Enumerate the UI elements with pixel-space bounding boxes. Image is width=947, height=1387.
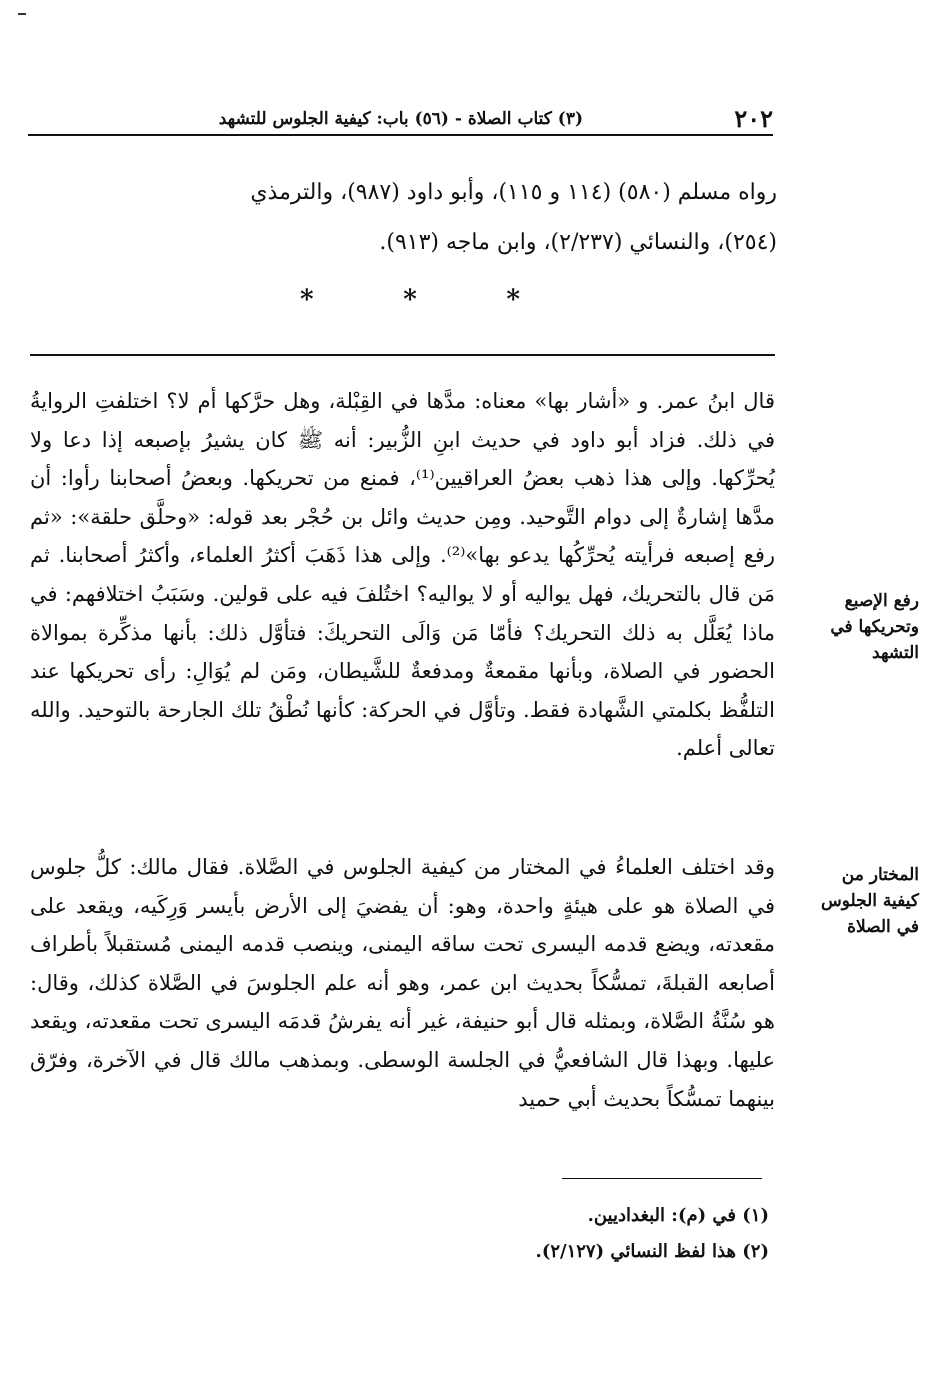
paragraph-text: وقد اختلف العلماءُ في المختار من كيفية الجلوس في الصَّلاة. فقال مالك: كلُّ جلوس في الصلاة هو على هيئةٍ واحدة، وهو: أن يفضيَ إلى الأرض بأيسر وَرِكَيه، ويقعد على مقعدته، ويضع قدمه اليسرى تحت ساقه اليمنى، وينصب قدمه اليمنى مُستقبلاً بأطراف أصابعه القبلةَ، تمسُّكاً بحديث ابن عمر، وهو أنه علم الجلوسَ في الصَّلاة كذلك، وقال: هو سُنَّةُ الصَّلاة، وبمثله قال أبو حنيفة، غير أنه يفرشُ قدمَه اليسرى تحت مقعدته، ويقعد عليها. وبهذا قال الشافعيُّ في الجلسة الوسطى. وبمذهب مالك قال في الآخرة، وفرّق بينهما تمسُّكاً بحديث أبي حميد	[30, 855, 776, 1111]
citation-block	[28, 168, 777, 268]
star-ornament: *	[506, 285, 520, 315]
scan-mark	[18, 12, 32, 16]
star-ornament: *	[403, 285, 417, 315]
margin-note-raising-finger: رفع الإصبع وتحريكها في التشهد	[830, 591, 919, 663]
page-header	[28, 104, 773, 136]
star-ornament: *	[300, 285, 314, 315]
citation-line: (٢٥٤)، والنسائي (٢/٢٣٧)، وابن ماجه (٩١٣).	[379, 230, 777, 255]
paragraph-text: قال ابنُ عمر. و «أشار بها» معناه: مدَّها في القِبْلة، وهل حرَّكها أم لا؟ اختلفتِ الروايةُ في ذلك. فزاد أبو داود في حديث ابنِ الزُّبير: أنه ﷺ كان يشيرُ بإصبعه إذا دعا ولا يُحرِّكها. وإلى هذا ذهب بعضُ العراقيين⁽¹⁾، فمنع من تحريكها. وبعضُ أصحابنا رأوا: أن مدَّها إشارةٌ إلى دوام التَّوحيد. ومِن حديث وائل بن حُجْر بعد قوله: «وحلَّق حلقة»: «ثم رفع إصبعه فرأيته يُحرِّكُها يدعو بها»⁽²⁾. وإلى هذا ذَهَبَ أكثرُ العلماء، وأكثرُ أصحابنا. ثم مَن قال بالتحريك، فهل يواليه أو لا يواليه؟ اختُلفَ فيه على قولين. وسَبَبُ اختلافهم: في ماذا يُعَلَّل به ذلك التحريك؟ فأمّا مَن وَالَى التحريكَ: فتأوَّل ذلك: بأنها مذكِّرة بموالاة الحضور في الصلاة، وبأنها مقمعةٌ ومدفعةٌ للشَّيطان، ومَن لم يُوَالِ: رأى تحريكها عند التلفُّظ بكلمتي الشَّهادة فقط. وتأوَّل في الحركة: كأنها نُطْقُ تلك الجارحة بالتوحيد. والله تعالى أعلم.	[30, 389, 776, 761]
footnote: (٢) هذا لفظ النسائي (٢/١٢٧).	[535, 1241, 769, 1262]
divider-rule	[30, 354, 775, 356]
main-paragraph-1	[30, 382, 775, 768]
margin-note-sitting-posture: المختار من كيفية الجلوس في الصلاة	[820, 865, 919, 937]
section-separator	[300, 285, 520, 315]
footnote: (١) في (م): البغداديين.	[587, 1205, 769, 1226]
main-paragraph-2	[30, 848, 775, 1118]
footnotes	[169, 1198, 769, 1270]
page-number: ٢٠٢	[734, 104, 773, 133]
running-head: (٣) كتاب الصلاة - (٥٦) باب: كيفية الجلوس للتشهد	[218, 109, 583, 129]
footnote-rule	[562, 1178, 762, 1179]
citation-line: رواه مسلم (٥٨٠) (١١٤ و ١١٥)، وأبو داود (٩٨٧)، والترمذي	[250, 180, 777, 205]
